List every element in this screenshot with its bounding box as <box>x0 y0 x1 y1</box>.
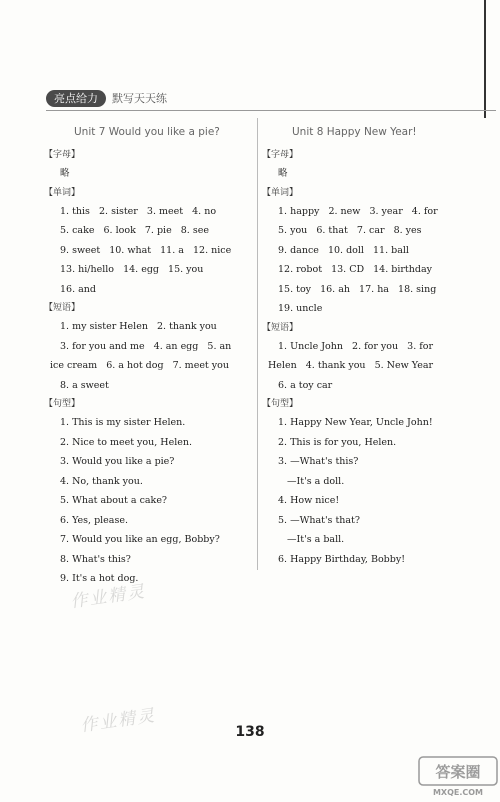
logo-icon <box>418 756 498 798</box>
answer-line: 1. This is my sister Helen. <box>60 417 186 428</box>
logo-text: 答案圈 <box>435 763 481 781</box>
section-label: 【单词】 <box>262 187 299 198</box>
book-header <box>46 88 167 108</box>
answer-line: 12. robot 13. CD 14. birthday <box>278 264 432 275</box>
answer-line: 5. cake 6. look 7. pie 8. see <box>60 225 209 236</box>
unit-8-sections <box>262 146 462 569</box>
answer-line: 1. Uncle John 2. for you 3. for <box>278 340 434 352</box>
watermark-2: 作业精灵 <box>79 705 158 737</box>
answer-line: 2. This is for you, Helen. <box>278 436 397 448</box>
answer-line: 3. for you and me 4. an egg 5. an <box>60 340 232 352</box>
answer-line: 3. Would you like a pie? <box>60 456 175 467</box>
answer-line: 9. It's a hot dog. <box>60 573 139 584</box>
answer-line: 6. Happy Birthday, Bobby! <box>278 553 406 565</box>
answer-line: —It's a ball. <box>278 534 345 545</box>
answer-line: 5. —What's that? <box>278 514 360 526</box>
answer-line: —It's a doll. <box>278 475 345 487</box>
section-label: 【单词】 <box>44 187 81 198</box>
brand-badge: 亮点给力 <box>46 90 106 107</box>
answer-line: 6. Yes, please. <box>60 514 128 526</box>
answer-line: 8. What's this? <box>60 553 131 565</box>
page-spine <box>484 0 486 118</box>
answer-line: ice cream 6. a hot dog 7. meet you <box>50 360 229 371</box>
section-label: 【短语】 <box>262 322 299 333</box>
answer-line: 19. uncle <box>278 303 323 314</box>
answer-line: 1. Happy New Year, Uncle John! <box>278 417 433 428</box>
answer-line: 略 <box>278 168 288 179</box>
answer-line: 5. you 6. that 7. car 8. yes <box>278 225 422 236</box>
answer-line: Helen 4. thank you 5. New Year <box>268 360 434 371</box>
answer-line: 1. happy 2. new 3. year 4. for <box>278 205 438 217</box>
section-label: 【句型】 <box>262 399 299 409</box>
answer-line: 15. toy 16. ah 17. ha 18. sing <box>278 283 437 295</box>
answer-line: 4. No, thank you. <box>60 475 143 487</box>
unit-7-column <box>44 118 254 589</box>
unit-7-title: Unit 7 Would you like a pie? <box>74 126 220 138</box>
page-number: 138 <box>235 724 265 740</box>
answer-line: 16. and <box>60 283 96 295</box>
section-label: 【字母】 <box>262 150 299 160</box>
section-label: 【字母】 <box>44 150 81 160</box>
answer-line: 9. dance 10. doll 11. ball <box>278 244 409 256</box>
answer-line: 略 <box>60 168 70 179</box>
answer-line: 1. this 2. sister 3. meet 4. no <box>60 205 217 217</box>
answer-line: 3. —What's this? <box>278 456 359 467</box>
answer-line: 13. hi/hello 14. egg 15. you <box>60 264 204 275</box>
answer-line: 2. Nice to meet you, Helen. <box>60 436 192 448</box>
watermark-1: 作业精灵 <box>69 581 148 613</box>
section-label: 【句型】 <box>44 399 81 409</box>
column-divider <box>257 118 258 570</box>
unit-7-sections <box>44 146 254 589</box>
unit-8-title: Unit 8 Happy New Year! <box>292 126 417 138</box>
answer-line: 8. a sweet <box>60 379 109 391</box>
brand-subtitle: 默写天天练 <box>112 92 167 105</box>
header-rule <box>46 110 496 111</box>
answer-line: 5. What about a cake? <box>60 495 168 506</box>
logo-url: MXQE.COM <box>432 788 484 797</box>
site-logo <box>418 756 498 798</box>
answer-line: 9. sweet 10. what 11. a 12. nice <box>60 244 232 256</box>
section-label: 【短语】 <box>44 303 81 313</box>
answer-line: 7. Would you like an egg, Bobby? <box>60 534 220 545</box>
answer-line: 1. my sister Helen 2. thank you <box>60 321 217 332</box>
answer-line: 6. a toy car <box>278 379 333 391</box>
answer-line: 4. How nice! <box>278 495 340 506</box>
unit-8-column <box>262 118 462 569</box>
